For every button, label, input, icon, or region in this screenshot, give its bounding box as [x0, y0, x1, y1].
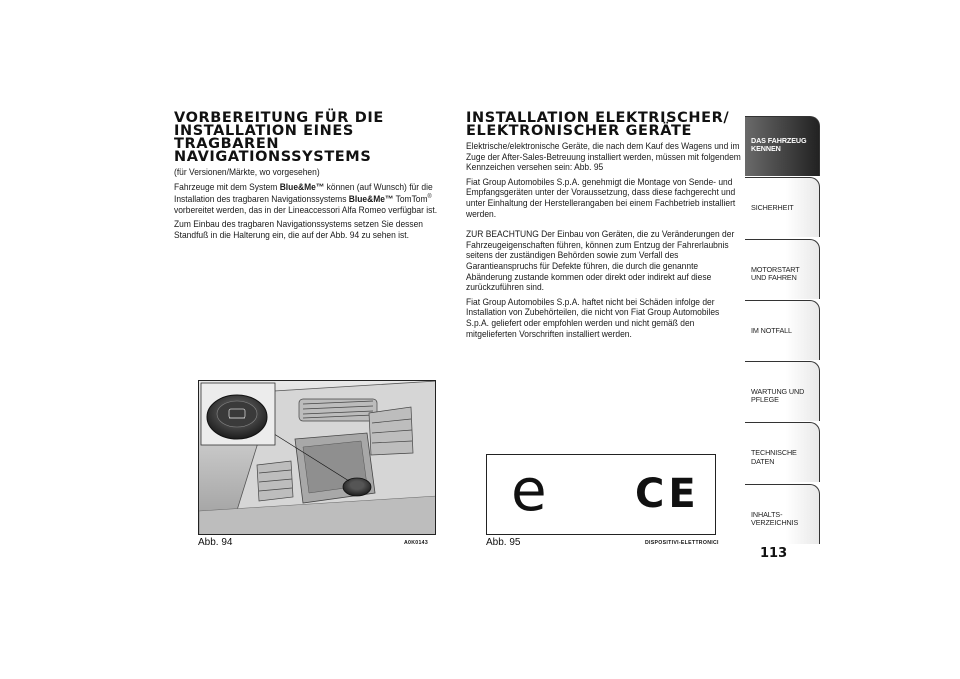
tab-das-fahrzeug-kennen[interactable]: DAS FAHRZEUG KENNEN	[745, 116, 820, 176]
tab-inhaltsverzeichnis[interactable]: INHALTS-VERZEICHNIS	[745, 484, 820, 544]
e-mark-symbol: e	[511, 456, 547, 524]
devices-para-2: Fiat Group Automobiles S.p.A. genehmigt die Montage von Sende- und Empfangsgeräten unter der Voraussetzung, dass diese fachgerecht und unter Einhaltung der Herstellerangaben bei einem Fachbetrieb installiert werden.	[466, 176, 736, 219]
versions-note: (für Versionen/Märkte, wo vorgesehen)	[174, 167, 320, 177]
navigation-para-1	[174, 182, 450, 216]
figure-95-device-marks	[486, 454, 716, 535]
navigation-system-text	[174, 167, 450, 241]
text-segment: Fahrzeuge mit dem System	[174, 181, 280, 192]
ce-mark-symbol: CE	[635, 471, 700, 517]
navigation-system-heading: VORBEREITUNG FÜR DIE INSTALLATION EINES TRAGBAREN NAVIGATIONSSYSTEMS	[174, 110, 384, 165]
devices-para-1: Elektrische/elektronische Geräte, die nach dem Kauf des Wagens und im Zuge der After-Sales-Betreuung installiert werden, müssen mit folgendem Kennzeichen versehen sein: Abb. 95	[466, 141, 741, 173]
tab-sicherheit[interactable]: SICHERHEIT	[745, 177, 820, 237]
figure-95-caption: Abb. 95	[486, 537, 521, 548]
left-column	[174, 112, 450, 241]
navigation-mount-illustration	[199, 381, 436, 535]
right-column	[466, 112, 742, 339]
tab-motorstart-und-fahren[interactable]: MOTORSTART UND FAHREN	[745, 239, 820, 299]
tomtom-brand: TomTom	[393, 194, 428, 205]
text-segment: können (auf Wunsch) für die Installation des tragbaren Navigationssystems	[174, 181, 433, 205]
blueme-brand: Blue&Me™	[279, 181, 325, 192]
page-number: 113	[760, 546, 788, 561]
chapter-sidebar	[745, 116, 820, 545]
devices-note: ZUR BEACHTUNG Der Einbau von Geräten, die zu Veränderungen der Fahrzeugeigenschaften führen, können zum Entzug der Fahrerlaubnis seitens der zuständigen Behörden sowie zum Verfall des Garantieanspruchs für Defekte führen, die durch die genannte Abänderung zustande kommen oder direkt oder indirekt auf diese zurückzuführen sind.	[466, 229, 735, 293]
electronic-devices-text	[466, 141, 742, 339]
figure-94-code: A0K0143	[404, 540, 429, 546]
navigation-para-2: Zum Einbau des tragbaren Navigationssystems setzen Sie dessen Standfuß in die Halterung ein, die auf der Abb. 94 zu sehen ist.	[174, 219, 424, 241]
text-segment: vorbereitet werden, das in der Lineaccessori Alfa Romeo verfügbar ist.	[174, 204, 438, 215]
registered-mark: ®	[427, 194, 432, 201]
tab-im-notfall[interactable]: IM NOTFALL	[745, 300, 820, 360]
tab-technische-daten[interactable]: TECHNISCHE DATEN	[745, 422, 820, 482]
devices-para-4: Fiat Group Automobiles S.p.A. haftet nicht bei Schäden infolge der Installation von Zubehörteilen, die nicht von Fiat Group Automobiles S.p.A. geliefert oder empfohlen werden und nicht gemäß den mitgelieferten Vorschriften installiert werden.	[466, 296, 720, 339]
figure-94-caption: Abb. 94	[198, 537, 233, 548]
electronic-devices-heading: INSTALLATION ELEKTRISCHER/ ELEKTRONISCHER GERÄTE	[466, 110, 730, 139]
figure-94-navigation-mount	[198, 380, 436, 535]
blueme-brand: Blue&Me™	[348, 194, 394, 205]
figure-95-code: DISPOSITIVI-ELETTRONICI	[645, 540, 719, 546]
tab-wartung-und-pflege[interactable]: WARTUNG UND PFLEGE	[745, 361, 820, 421]
